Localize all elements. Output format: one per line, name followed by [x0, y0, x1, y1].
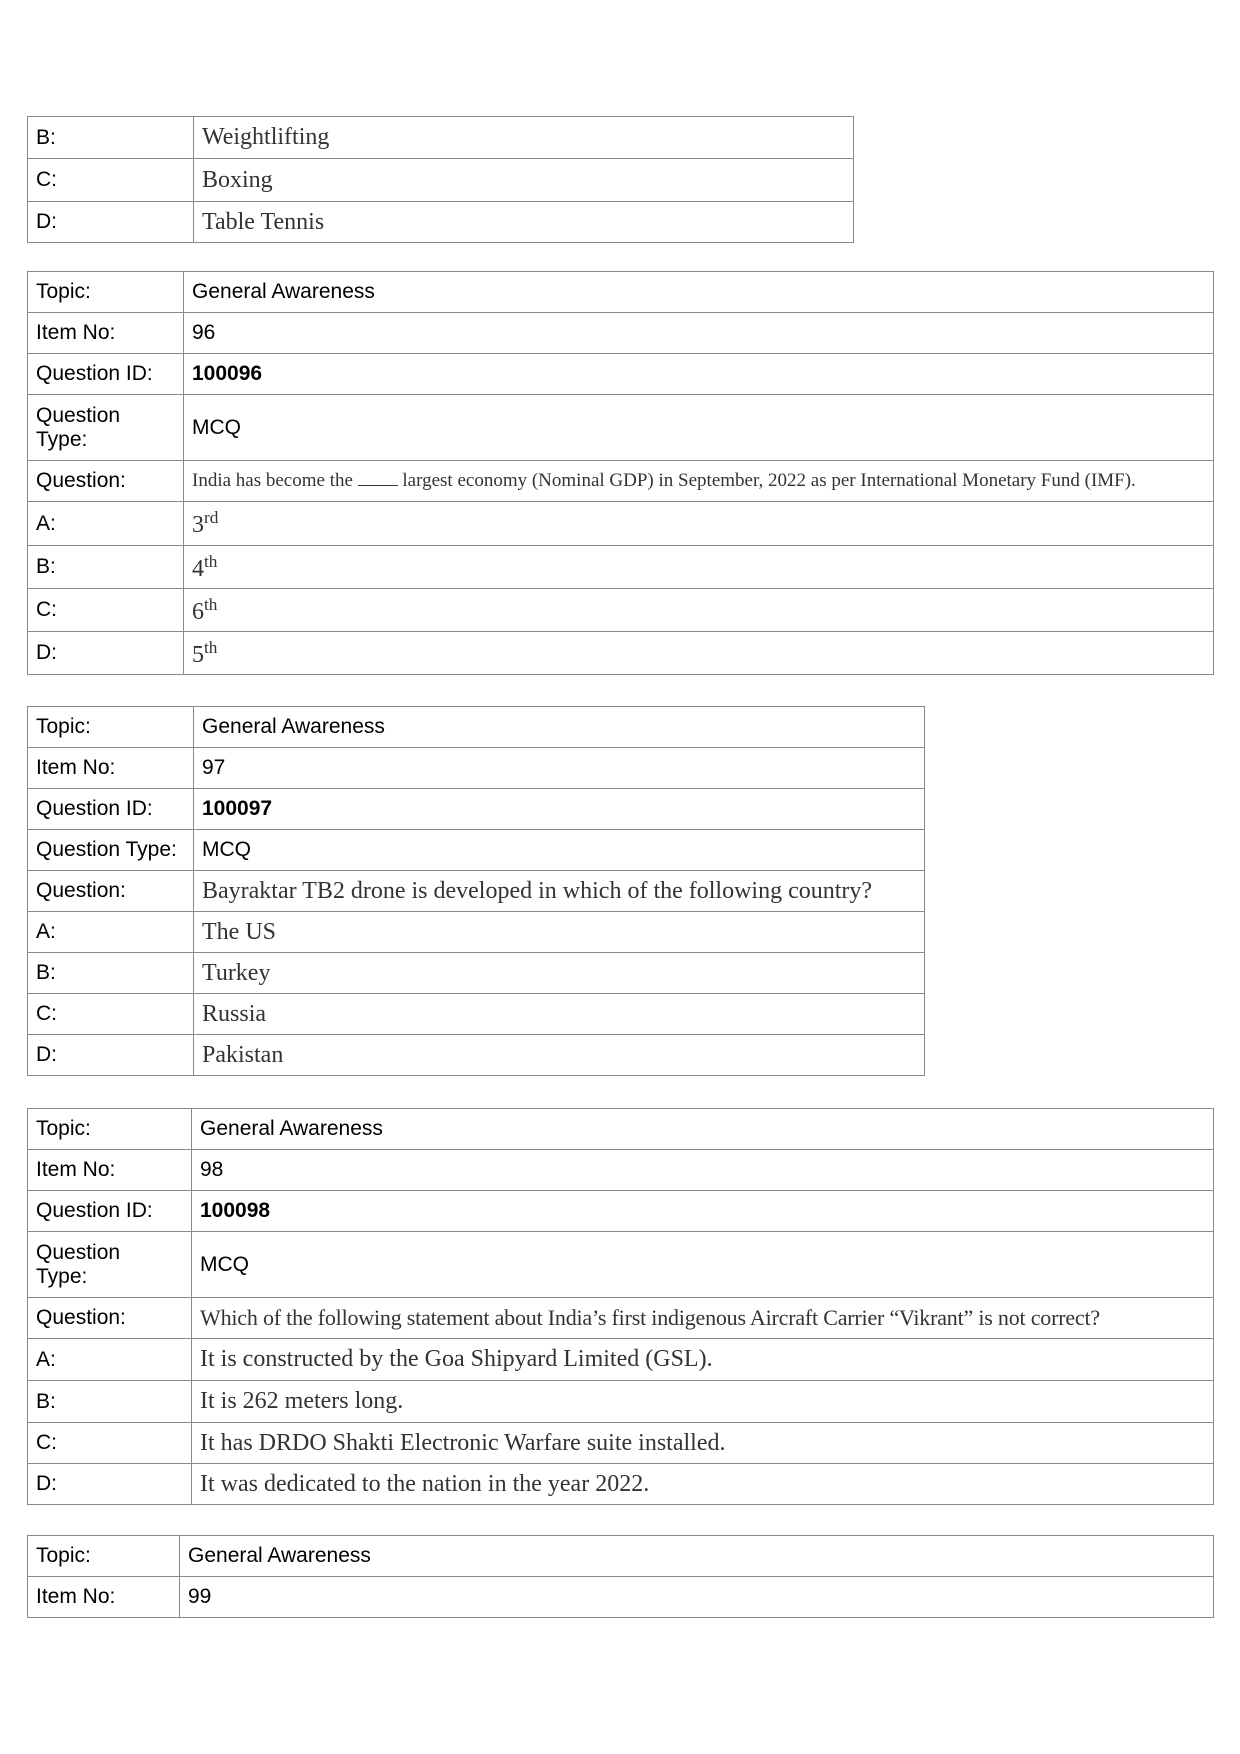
- topic-label: Topic:: [28, 272, 184, 313]
- question-type-label-line2: Type:: [36, 427, 88, 451]
- option-label: C:: [28, 994, 194, 1035]
- option-label: B:: [28, 953, 194, 994]
- option-row-c: [28, 159, 854, 202]
- question-id-value: 100096: [184, 354, 1214, 395]
- option-row-b: [28, 1381, 1214, 1423]
- item-value: 97: [194, 748, 925, 789]
- option-text: [184, 502, 1214, 546]
- option-number: 4: [192, 555, 204, 582]
- option-text: Pakistan: [194, 1035, 925, 1076]
- question-id-row: [28, 789, 925, 830]
- topic-value: General Awareness: [180, 1536, 1214, 1577]
- question-id-row: [28, 1191, 1214, 1232]
- option-suffix: th: [204, 637, 218, 657]
- item-label: Item No:: [28, 748, 194, 789]
- option-label: A:: [28, 1339, 192, 1381]
- option-row-d: [28, 202, 854, 243]
- option-number: 3: [192, 512, 204, 538]
- item-label: Item No:: [28, 1150, 192, 1191]
- question-type-row: [28, 395, 1214, 461]
- question-row: [28, 461, 1214, 502]
- question-id-label: Question ID:: [28, 354, 184, 395]
- option-row-d: [28, 1035, 925, 1076]
- question-text: [184, 461, 1214, 502]
- option-row-a: [28, 1339, 1214, 1381]
- question-id-label: Question ID:: [28, 1191, 192, 1232]
- option-suffix: th: [204, 594, 218, 614]
- option-row-d: [28, 1464, 1214, 1505]
- option-label: A:: [28, 912, 194, 953]
- option-label: D:: [28, 1464, 192, 1505]
- question-type-label-line1: Question: [36, 1240, 121, 1264]
- option-row-c: [28, 589, 1214, 632]
- option-text: It has DRDO Shakti Electronic Warfare suite installed.: [192, 1423, 1214, 1464]
- option-row-d: [28, 632, 1214, 675]
- option-label: B:: [28, 1381, 192, 1423]
- question-type-value: MCQ: [184, 395, 1214, 461]
- topic-row: [28, 707, 925, 748]
- topic-label: Topic:: [28, 707, 194, 748]
- question-99-table: [27, 1535, 1214, 1618]
- question-label: Question:: [28, 1298, 192, 1339]
- option-label: D:: [28, 632, 184, 675]
- option-row-b: [28, 953, 925, 994]
- question-97-table: [27, 706, 925, 1076]
- option-text: Turkey: [194, 953, 925, 994]
- option-text: It is constructed by the Goa Shipyard Limited (GSL).: [192, 1339, 1214, 1381]
- option-label: C:: [28, 1423, 192, 1464]
- option-number: 5: [192, 641, 204, 668]
- question-text-after-blank: largest economy (Nominal GDP) in September, 2022 as per International Monetary Fund (IMF).: [402, 470, 1136, 491]
- item-row: [28, 313, 1214, 354]
- question-type-row: [28, 1232, 1214, 1298]
- question-id-label: Question ID:: [28, 789, 194, 830]
- item-label: Item No:: [28, 1577, 180, 1618]
- option-number: 6: [192, 598, 204, 625]
- option-text: Table Tennis: [194, 202, 854, 243]
- question-text-before-blank: India has become the: [192, 470, 353, 491]
- option-label: B:: [28, 117, 194, 159]
- question-text: Which of the following statement about India’s first indigenous Aircraft Carrier “Vikrant” is not correct?: [192, 1298, 1214, 1339]
- option-suffix: rd: [204, 508, 219, 527]
- topic-value: General Awareness: [184, 272, 1214, 313]
- question-type-label-line1: Question: [36, 403, 121, 427]
- option-label: C:: [28, 589, 184, 632]
- topic-row: [28, 1536, 1214, 1577]
- topic-label: Topic:: [28, 1536, 180, 1577]
- topic-value: General Awareness: [192, 1109, 1214, 1150]
- question-id-value: 100098: [192, 1191, 1214, 1232]
- item-value: 99: [180, 1577, 1214, 1618]
- question-type-label: [28, 1232, 192, 1298]
- item-value: 98: [192, 1150, 1214, 1191]
- option-row-a: [28, 912, 925, 953]
- question-98-table: [27, 1108, 1214, 1505]
- option-text: Weightlifting: [194, 117, 854, 159]
- option-label: B:: [28, 546, 184, 589]
- option-text: The US: [194, 912, 925, 953]
- option-row-b: [28, 546, 1214, 589]
- question-type-label: [28, 395, 184, 461]
- option-label: A:: [28, 502, 184, 546]
- item-row: [28, 1150, 1214, 1191]
- option-row-c: [28, 1423, 1214, 1464]
- topic-label: Topic:: [28, 1109, 192, 1150]
- option-label: C:: [28, 159, 194, 202]
- option-row-b: [28, 117, 854, 159]
- topic-value: General Awareness: [194, 707, 925, 748]
- fill-in-blank: [358, 485, 398, 486]
- question-row: [28, 1298, 1214, 1339]
- topic-row: [28, 1109, 1214, 1150]
- option-label: D:: [28, 1035, 194, 1076]
- question-id-row: [28, 354, 1214, 395]
- option-row-a: [28, 502, 1214, 546]
- item-value: 96: [184, 313, 1214, 354]
- question-type-label: Question Type:: [28, 830, 194, 871]
- question-96-table: [27, 271, 1214, 675]
- option-suffix: th: [204, 551, 218, 571]
- option-text: [184, 632, 1214, 675]
- question-label: Question:: [28, 461, 184, 502]
- option-text: Boxing: [194, 159, 854, 202]
- option-row-c: [28, 994, 925, 1035]
- question-type-label-line2: Type:: [36, 1264, 88, 1288]
- question-id-value: 100097: [194, 789, 925, 830]
- item-label: Item No:: [28, 313, 184, 354]
- option-text: It was dedicated to the nation in the year 2022.: [192, 1464, 1214, 1505]
- question-label: Question:: [28, 871, 194, 912]
- item-row: [28, 1577, 1214, 1618]
- item-row: [28, 748, 925, 789]
- option-text: [184, 546, 1214, 589]
- topic-row: [28, 272, 1214, 313]
- question-type-value: MCQ: [192, 1232, 1214, 1298]
- option-text: It is 262 meters long.: [192, 1381, 1214, 1423]
- option-text: [184, 589, 1214, 632]
- question-row: [28, 871, 925, 912]
- option-label: D:: [28, 202, 194, 243]
- option-text: Russia: [194, 994, 925, 1035]
- question-type-row: [28, 830, 925, 871]
- question-text: Bayraktar TB2 drone is developed in which of the following country?: [194, 871, 925, 912]
- question-type-value: MCQ: [194, 830, 925, 871]
- question-95-tail-table: [27, 116, 854, 243]
